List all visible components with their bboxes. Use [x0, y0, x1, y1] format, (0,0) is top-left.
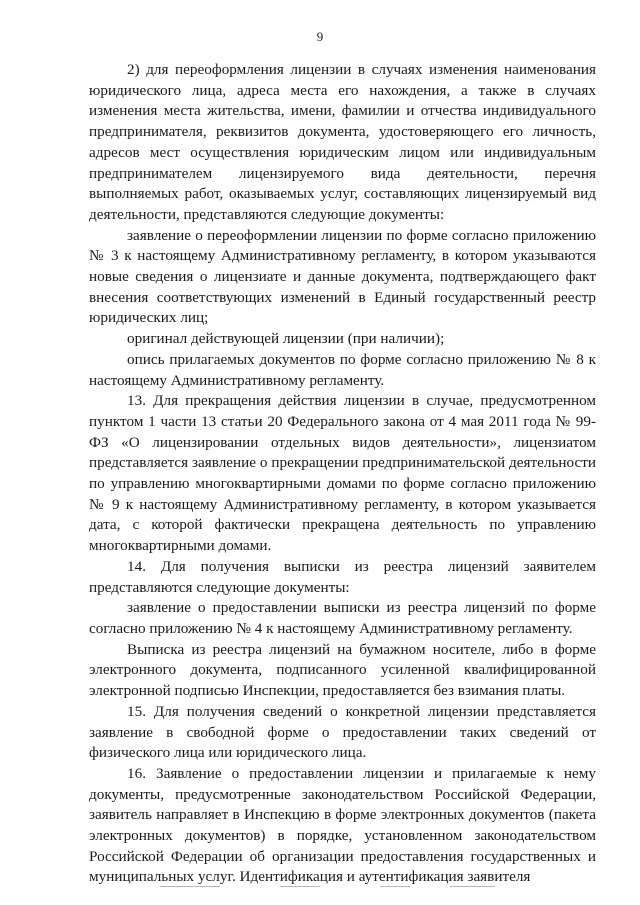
paragraph-extract-application: заявление о предоставлении выписки из реестра лицензий по форме согласно приложению № 4 к настоящему Административному регламенту. — [89, 599, 596, 637]
paragraph-extract-free-of-charge: Выписка из реестра лицензий на бумажном носителе, либо в форме электронного документа, подписанного усиленной квалифицированной электронной подписью Инспекции, предоставляется без взимания платы. — [89, 640, 596, 700]
paragraph-16-electronic-submission: 16. Заявление о предоставлении лицензии и прилагаемые к нему документы, предусмотренные законодательством Российской Федерации, заявитель направляет в Инспекцию в форме электронных документов (пакета электронных документов) в порядке, установленном законодательством Российской Федерации об организации предоставления государственных и муниципальных услуг. Идентификация и аутентификация заявителя — [89, 764, 596, 886]
paragraph-13-termination: 13. Для прекращения действия лицензии в случае, предусмотренном пунктом 1 части 13 статьи 20 Федерального закона от 4 мая 2011 года № 99-ФЗ «О лицензировании отдельных видов деятельности», лицензиатом представляется заявление о прекращении предпринимательской деятельности по управлению многоквартирными домами по форме согласно приложению № 9 к настоящему Административному регламенту, в котором указывается дата, с которой фактически прекращена деятельность по управлению многоквартирными домами. — [89, 392, 596, 555]
footer-mark — [380, 886, 410, 887]
paragraph-document-inventory: опись прилагаемых документов по форме согласно приложению № 8 к настоящему Административному регламенту. — [89, 350, 596, 389]
paragraph-2-reissue: 2) для переоформления лицензии в случаях изменения наименования юридического лица, адреса места его нахождения, а также в случаях изменения места жительства, имени, фамилии и отчества индивидуального предпринимателя, реквизитов документа, удостоверяющего его личность, адресов мест осуществления юридическим лицом или индивидуальным предпринимателем лицензируемого вида деятельности, перечня выполняемых работ, оказываемых услуг, составляющих лицензируемый вид деятельности, представляются следующие документы: — [89, 61, 596, 223]
paragraph-15-license-info: 15. Для получения сведений о конкретной лицензии представляется заявление в свободной форме о предоставлении таких сведений от физического лица или юридического лица. — [89, 702, 596, 762]
footer-mark — [450, 886, 495, 887]
footer-mark — [280, 886, 320, 887]
paragraph-original-license: оригинал действующей лицензии (при наличии); — [127, 330, 445, 348]
paragraph-14-registry-extract: 14. Для получения выписки из реестра лицензий заявителем представляются следующие документы: — [89, 557, 596, 596]
page-number: 9 — [316, 29, 324, 44]
footer-scan-marks — [160, 886, 500, 890]
document-body — [89, 60, 596, 888]
footer-mark — [160, 886, 220, 887]
paragraph-reissue-application: заявление о переоформлении лицензии по форме согласно приложению № 3 к настоящему Административному регламенту, в котором указываются новые сведения о лицензиате и данные документа, подтверждающего факт внесения соответствующих изменений в Единый государственный реестр юридических лиц; — [89, 226, 596, 327]
